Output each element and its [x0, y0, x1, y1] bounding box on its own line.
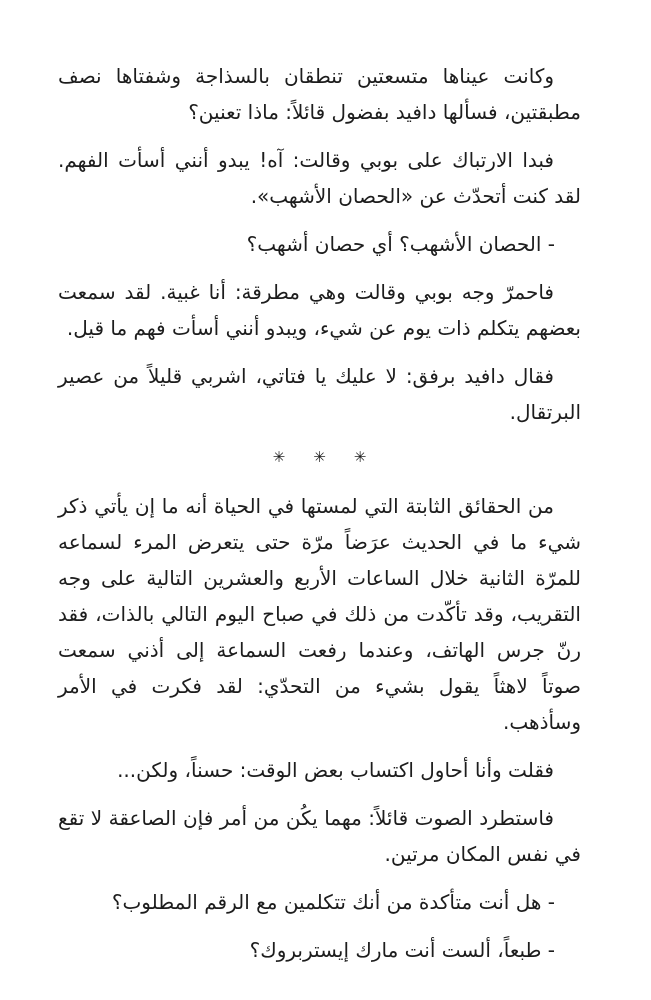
dialogue-line: - طبعاً، ألست أنت مارك إيستربروك؟	[249, 938, 555, 962]
narrative-paragraph: فقلت وأنا أحاول اكتساب بعض الوقت: حسناً، ولكن...	[117, 758, 554, 782]
asterisk-glyph: ✳	[272, 448, 286, 466]
narrative-paragraph: فقال دافيد برفق: لا عليك يا فتاتي، اشربي قليلاً من عصير البرتقال.	[58, 364, 581, 424]
narrative-paragraph: من الحقائق الثابتة التي لمستها في الحياة أنه ما إن يأتي ذكر شيء ما في الحديث عرَضاً مرّة حتى يتعرض المرء لسماعه للمرّة الثانية خلال الساعات الأربع والعشرين التالية على وجه التقريب، وقد تأكّدت من ذلك في صباح اليوم التالي بالذات، فقد رنّ جرس الهاتف، وعندما رفعت السماعة إلى أذني سمعت صوتاً لاهثاً يقول بشيء من التحدّي: لقد فكرت في الأمر وسأذهب.	[58, 494, 581, 734]
asterisk-glyph: ✳	[313, 448, 326, 466]
narrative-paragraph: فاستطرد الصوت قائلاً: مهما يكُن من أمر فإن الصاعقة لا تقع في نفس المكان مرتين.	[58, 806, 581, 866]
asterisk-glyph: ✳	[353, 448, 367, 466]
dialogue-line: - هل أنت متأكدة من أنك تتكلمين مع الرقم المطلوب؟	[111, 890, 555, 914]
narrative-paragraph: فاحمرّ وجه بوبي وقالت وهي مطرقة: أنا غبية. لقد سمعت بعضهم يتكلم ذات يوم عن شيء، ويبدو أنني أسأت فهم ما قيل.	[58, 280, 581, 340]
narrative-paragraph: وكانت عيناها متسعتين تنطقان بالسذاجة وشفتاها نصف مطبقتين، فسألها دافيد بفضول قائلاً: ماذا تعنين؟	[58, 64, 581, 124]
dialogue-line: - الحصان الأشهب؟ أي حصان أشهب؟	[246, 232, 555, 256]
narrative-paragraph: فبدا الارتباك على بوبي وقالت: آه! يبدو أنني أسأت الفهم. لقد كنت أتحدّث عن «الحصان الأشهب».	[58, 148, 581, 208]
section-break	[58, 442, 581, 472]
